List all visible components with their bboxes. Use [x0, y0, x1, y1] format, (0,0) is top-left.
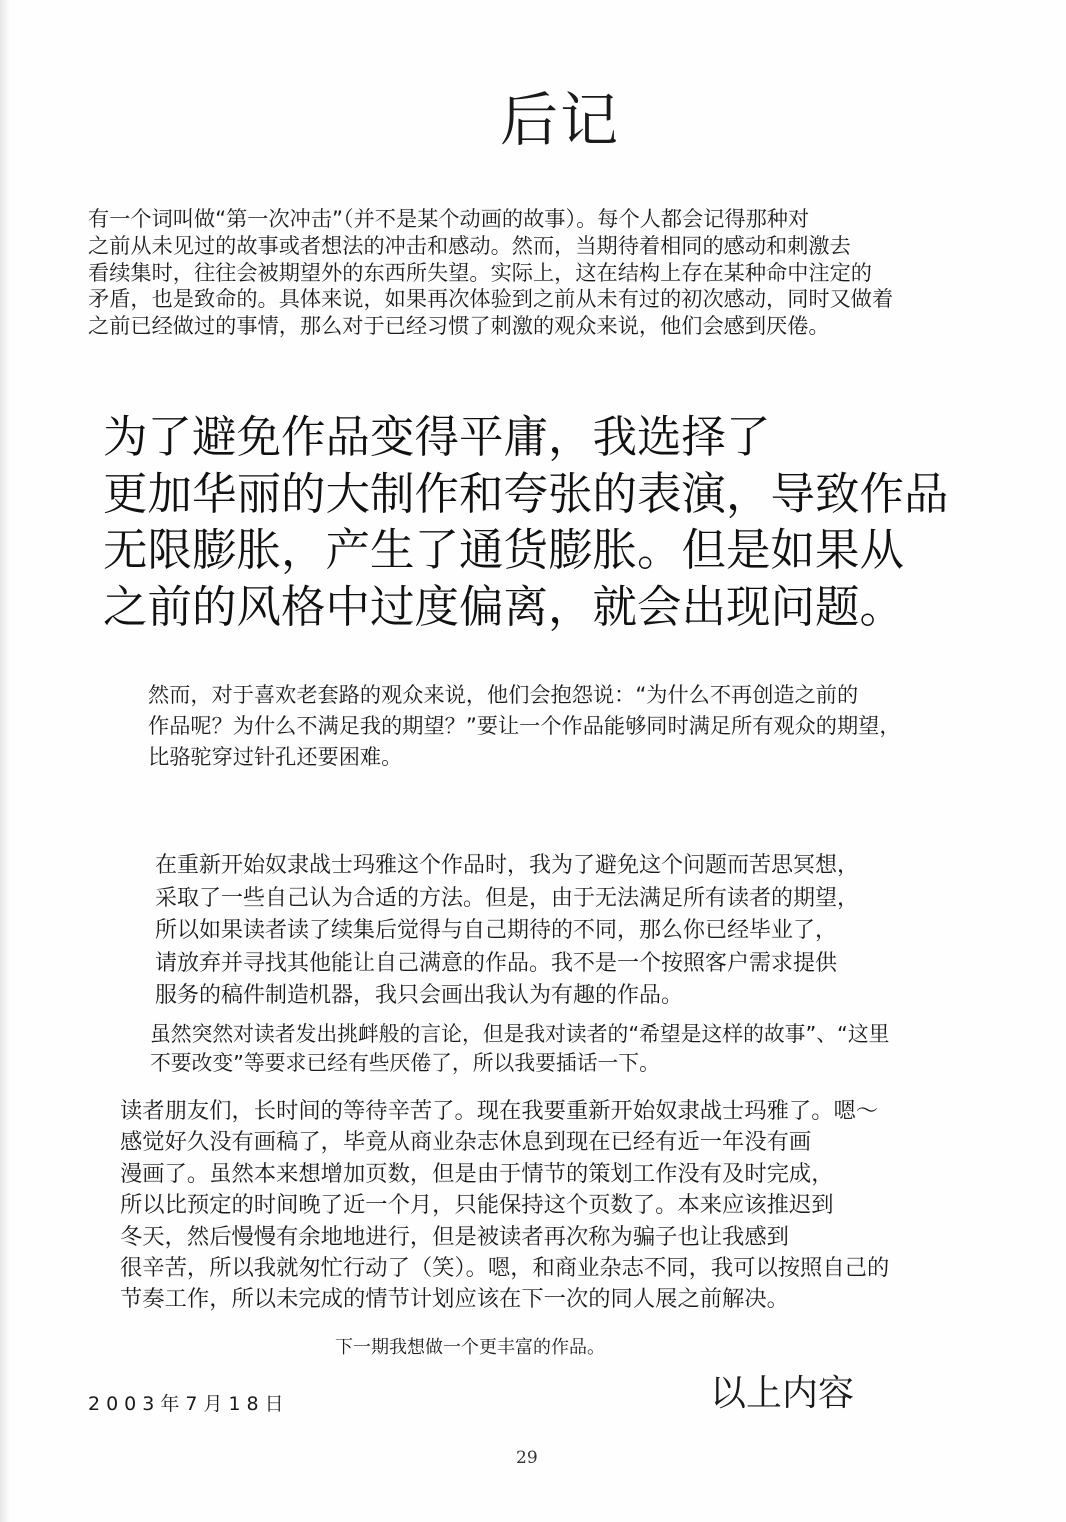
paragraph-next-issue: 下一期我想做一个更丰富的作品。	[335, 1337, 605, 1358]
emphasis-paragraph: 为了避免作品变得平庸，我选择了 更加华丽的大制作和夸张的表演，导致作品 无限膨胀，产生了通货膨胀。但是如果从 之前的风格中过度偏离，就会出现问题。	[103, 412, 949, 633]
scan-edge	[0, 0, 10, 1522]
signoff: 以上内容	[710, 1373, 855, 1414]
paragraph-audience-complaint: 然而，对于喜欢老套路的观众来说，他们会抱怨说：“为什么不再创造之前的 作品呢？为什么不满足我的期望？”要让一个作品能够同时满足所有观众的期望， 比骆驼穿过针孔还要困难。	[148, 682, 901, 769]
paragraph-aside: 虽然突然对读者发出挑衅般的言论，但是我对读者的“希望是这样的故事”、“这里 不要改变”等要求已经有些厌倦了，所以我要插话一下。	[150, 1022, 890, 1075]
page-number: 29	[516, 1448, 538, 1468]
date-line: 2003年7月18日	[88, 1393, 290, 1415]
paragraph-first-impact: 有一个词叫做“第一次冲击”（并不是某个动画的故事）。每个人都会记得那种对 之前从未见过的故事或者想法的冲击和感动。然而，当期待着相同的感动和刺激去 看续集时，往往会被期望外的东西所失望。实际上，这在结构上存在某种命中注定的 矛盾，也是致命的。具体来说，如果再次体验到之前从未有过的初次感动，同时又做着 之前已经做过的事情，那么对于已经习惯了刺激的观众来说，他们会感到厌倦。	[88, 206, 894, 339]
paragraph-greeting: 读者朋友们，长时间的等待辛苦了。现在我要重新开始奴隶战士玛雅了。嗯～ 感觉好久没有画稿了，毕竟从商业杂志休息到现在已经有近一年没有画 漫画了。虽然本来想增加页数，但是由于情节的策划工作没有及时完成， 所以比预定的时间晚了近一个月，只能保持这个页数了。本来应该推迟到 冬天，然后慢慢有余地地进行，但是被读者再次称为骗子也让我感到 很辛苦，所以我就匆忙行动了（笑）。嗯，和商业杂志不同，我可以按照自己的 节奏工作，所以未完成的情节计划应该在下一次的同人展之前解决。	[120, 1098, 890, 1313]
page-title: 后记	[500, 86, 621, 154]
paragraph-restart-work: 在重新开始奴隶战士玛雅这个作品时，我为了避免这个问题而苦思冥想， 采取了一些自己认为合适的方法。但是，由于无法满足所有读者的期望， 所以如果读者读了续集后觉得与自己期待的不同，那么你已经毕业了， 请放弃并寻找其他能让自己满意的作品。我不是一个按照客户需求提供 服务的稿件制造机器，我只会画出我认为有趣的作品。	[155, 853, 860, 1008]
